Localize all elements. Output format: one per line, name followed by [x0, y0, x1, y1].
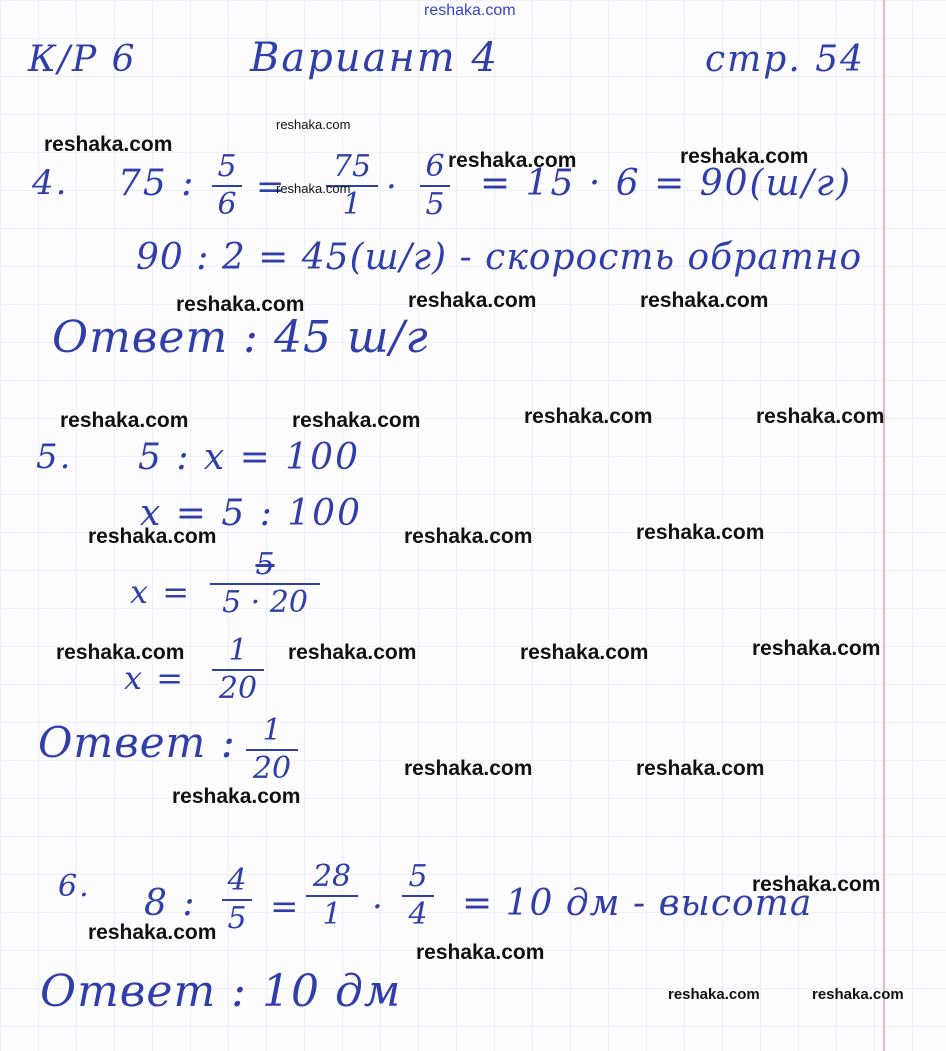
watermark: reshaka.com	[416, 941, 545, 964]
watermark: reshaka.com	[404, 525, 533, 548]
task5-frac-b	[212, 633, 264, 706]
page-number: стр. 54	[705, 39, 866, 80]
task6-frac1-num: 4	[227, 863, 247, 898]
watermark: reshaka.com	[88, 921, 217, 944]
task5-line1: 5 : x = 100	[138, 437, 360, 478]
watermark: reshaka.com	[276, 117, 351, 132]
watermark: reshaka.com	[404, 757, 533, 780]
task4-frac3-num: 6	[425, 149, 445, 184]
task4-line1-start: 75 :	[118, 163, 196, 204]
task6-frac3-den: 4	[408, 897, 428, 932]
task6-frac2-num: 28	[312, 859, 352, 894]
task5-frac-b-den: 20	[218, 671, 258, 706]
watermark: reshaka.com	[288, 641, 417, 664]
task4-frac3	[420, 149, 450, 222]
task5-answer-num: 1	[262, 713, 282, 748]
watermark: reshaka.com	[636, 757, 765, 780]
watermark: reshaka.com	[520, 641, 649, 664]
task5-frac-a-den: 5 · 20	[222, 585, 308, 620]
task5-frac-b-num: 1	[228, 633, 248, 668]
watermark: reshaka.com	[812, 986, 904, 1003]
task6-start: 8 :	[144, 883, 197, 924]
task6-frac2-den: 1	[322, 897, 342, 932]
test-label: К/Р 6	[28, 39, 137, 80]
watermark: reshaka.com	[276, 181, 351, 196]
task4-line1-end: = 15 · 6 = 90(ш/г)	[480, 163, 853, 204]
task4-dot1: ·	[386, 167, 399, 207]
task6-frac1-den: 5	[227, 901, 247, 936]
task5-answer-label: Ответ :	[38, 718, 236, 767]
task5-answer-frac	[246, 713, 298, 786]
task6-frac2	[306, 859, 358, 932]
watermark: reshaka.com	[752, 873, 881, 896]
task6-dot: ·	[372, 887, 385, 927]
task6-number: 6.	[58, 869, 91, 904]
task4-frac1-den: 6	[217, 187, 237, 222]
watermark: reshaka.com	[680, 145, 809, 168]
task5-line3-start: x =	[130, 573, 192, 611]
task5-frac-a	[210, 547, 320, 620]
watermark: reshaka.com	[88, 525, 217, 548]
task4-answer: Ответ : 45 ш/г	[52, 312, 429, 363]
task4-line2: 90 : 2 = 45(ш/г) - скорость обратно	[136, 237, 863, 278]
task4-frac2-den: 1	[342, 187, 362, 222]
task6-frac3-num: 5	[408, 859, 428, 894]
watermark: reshaka.com	[524, 405, 653, 428]
watermark: reshaka.com	[640, 289, 769, 312]
task6-frac3	[402, 859, 434, 932]
watermark: reshaka.com	[756, 405, 885, 428]
site-header-watermark: reshaka.com	[424, 2, 516, 19]
task4-frac2-num: 75	[332, 149, 372, 184]
task5-answer-den: 20	[252, 751, 292, 786]
watermark: reshaka.com	[292, 409, 421, 432]
watermark: reshaka.com	[60, 409, 189, 432]
task6-eq: =	[270, 887, 301, 927]
watermark: reshaka.com	[636, 521, 765, 544]
watermark: reshaka.com	[44, 133, 173, 156]
task4-number: 4.	[32, 163, 69, 203]
watermark: reshaka.com	[408, 289, 537, 312]
task4-frac1	[212, 149, 242, 222]
margin-line	[883, 0, 885, 1051]
watermark: reshaka.com	[668, 986, 760, 1003]
task4-eq1: =	[256, 167, 287, 207]
watermark: reshaka.com	[448, 149, 577, 172]
task4-frac1-num: 5	[217, 149, 237, 184]
task4-frac3-den: 5	[425, 187, 445, 222]
task6-answer: Ответ : 10 дм	[40, 966, 402, 1017]
task6-end: = 10 дм - высота	[462, 883, 813, 924]
task5-line4-start: x =	[124, 659, 186, 697]
watermark: reshaka.com	[176, 293, 305, 316]
task5-frac-a-num: 5	[255, 547, 275, 582]
task6-frac1	[222, 863, 252, 936]
task5-line2: x = 5 : 100	[140, 493, 362, 534]
task5-number: 5.	[36, 437, 73, 477]
variant-title: Вариант 4	[250, 35, 499, 81]
watermark: reshaka.com	[752, 637, 881, 660]
watermark: reshaka.com	[172, 785, 301, 808]
watermark: reshaka.com	[56, 641, 185, 664]
